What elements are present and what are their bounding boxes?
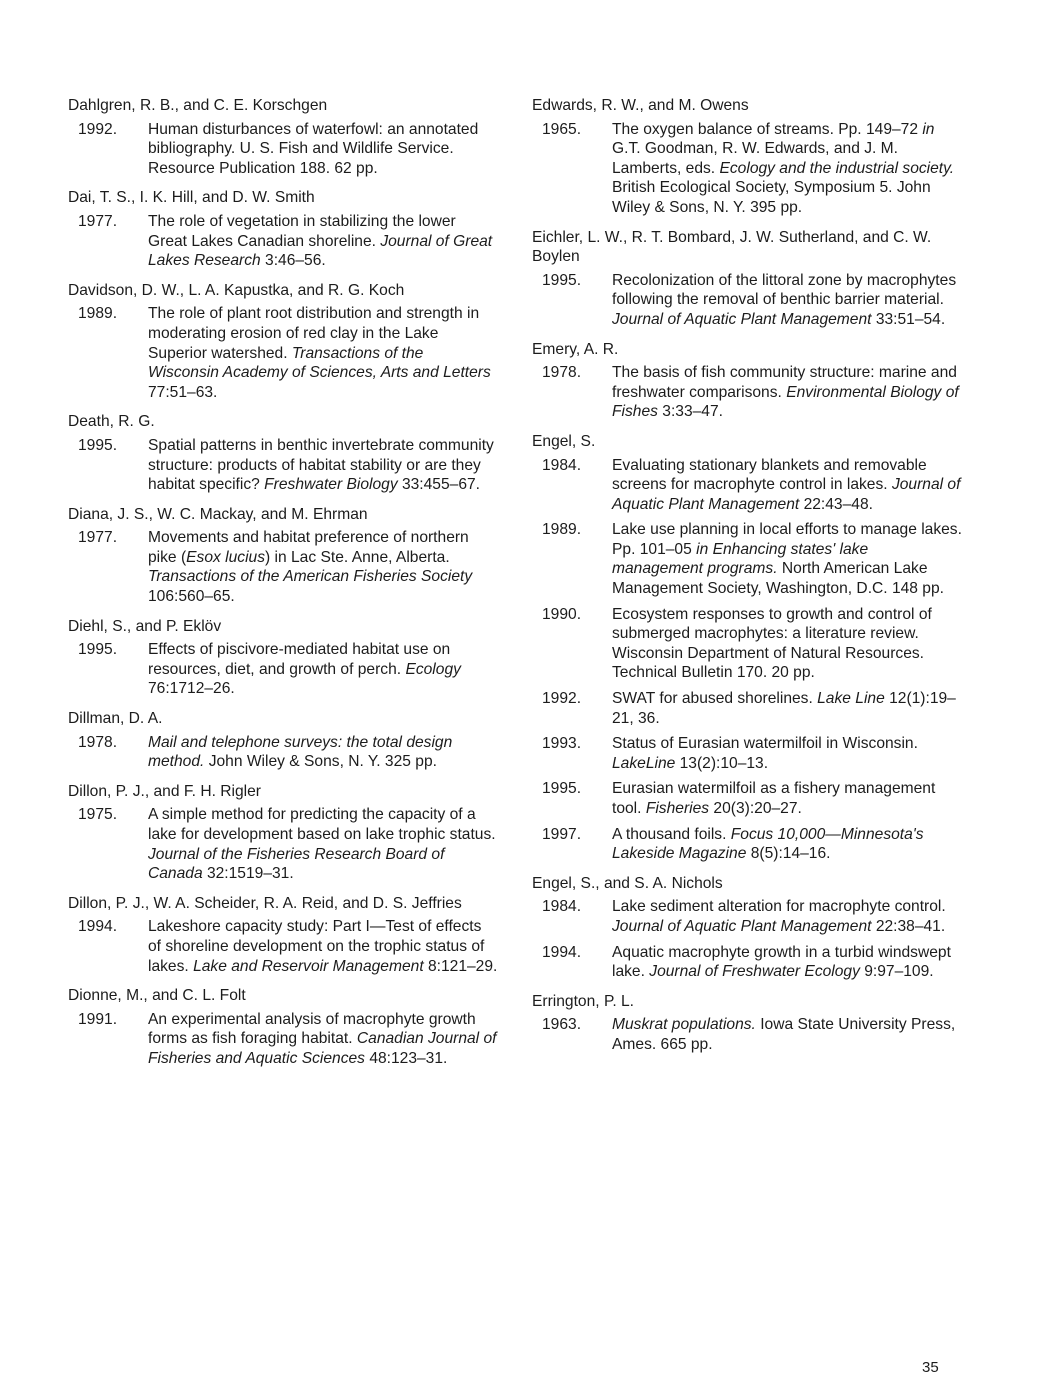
reference-year: 1994.	[78, 918, 118, 936]
reference-author: Dahlgren, R. B., and C. E. Korschgen	[68, 97, 328, 114]
reference-text-segment: 48:123–31.	[364, 1049, 448, 1067]
reference-title-italic: Lake Line	[817, 690, 885, 708]
reference-entry	[68, 412, 498, 494]
reference-title-italic: Canadian Journal of Fisheries and Aquatic Sciences	[148, 1030, 497, 1067]
reference-title-italic: LakeLine	[612, 754, 676, 772]
reference-text-segment: Evaluating stationary blankets and removable screens for macrophyte control in lakes.	[612, 456, 927, 494]
reference-text	[148, 436, 498, 495]
reference-item	[532, 943, 962, 982]
reference-title-italic: Freshwater Biology	[264, 476, 398, 494]
reference-text-segment: Iowa State University Press, Ames. 665 pp.	[612, 1016, 956, 1053]
reference-text-segment: Lake use planning in local efforts to manage lakes. Pp. 101–05	[612, 521, 962, 558]
reference-text	[148, 917, 498, 976]
reference-text-segment: Spatial patterns in benthic invertebrate community structure: products of habitat stability or are they habitat specific?	[148, 436, 494, 494]
reference-text-segment: Ecosystem responses to growth and control of submerged macrophytes: a literature review. Wisconsin Department of Natural Resources. Technical Bulletin 170. 20 pp.	[612, 605, 932, 682]
reference-text-segment: 77:51–63.	[148, 383, 218, 401]
reference-entry	[68, 505, 498, 607]
reference-item	[532, 897, 962, 936]
reference-text-segment: 22:38–41.	[871, 917, 946, 935]
reference-text	[612, 943, 962, 982]
reference-year: 1993.	[542, 735, 582, 753]
reference-text	[612, 734, 962, 773]
reference-text	[612, 897, 962, 936]
reference-item	[68, 436, 498, 495]
reference-text-segment: North American Lake Management Society, Washington, D.C. 148 pp.	[612, 560, 944, 598]
reference-entry	[532, 340, 962, 422]
reference-text-segment: ) in Lac Ste. Anne, Alberta.	[265, 548, 450, 566]
reference-text-segment: The role of plant root distribution and strength in moderating erosion of red clay in the Lake Superior watershed.	[148, 305, 480, 362]
reference-entry	[532, 874, 962, 982]
reference-entry	[532, 992, 962, 1055]
reference-item	[68, 212, 498, 271]
reference-text-segment: Human disturbances of waterfowl: an annotated bibliography. U. S. Fish and Wildlife Service. Resource Publication 188. 62 pp.	[148, 120, 479, 177]
reference-author: Errington, P. L.	[532, 992, 634, 1010]
reference-text	[612, 605, 962, 683]
reference-text-segment: British Ecological Society, Symposium 5. John Wiley & Sons, N. Y. 395 pp.	[612, 179, 931, 216]
reference-title-italic: Ecology	[405, 660, 461, 678]
reference-text	[612, 520, 962, 598]
reference-title-italic: Journal of Great Lakes Research	[148, 232, 493, 270]
reference-text	[148, 212, 498, 271]
reference-entry	[68, 986, 498, 1068]
reference-text-segment: G.T. Goodman, R. W. Edwards, and J. M. Lamberts, eds.	[612, 140, 898, 177]
reference-entry	[532, 96, 962, 218]
reference-text-segment: 12(1):19–21, 36.	[612, 690, 956, 727]
reference-year: 1963.	[542, 1016, 582, 1034]
reference-item	[532, 605, 962, 683]
reference-year: 1990.	[542, 605, 582, 623]
reference-text-segment: 3:33–47.	[657, 403, 723, 421]
reference-item	[68, 640, 498, 699]
reference-entry	[68, 96, 498, 178]
reference-title-italic: Lake and Reservoir Management	[193, 957, 424, 975]
reference-author: Diana, J. S., W. C. Mackay, and M. Ehrman	[68, 505, 368, 523]
reference-year: 1992.	[542, 690, 582, 708]
reference-title-italic: Journal of the Fisheries Research Board of Canada	[148, 845, 445, 883]
reference-item	[532, 779, 962, 818]
reference-entry	[532, 228, 962, 330]
reference-entry	[68, 188, 498, 270]
reference-author: Eichler, L. W., R. T. Bombard, J. W. Sutherland, and C. W. Boylen	[532, 228, 932, 266]
reference-author: Death, R. G.	[68, 413, 155, 431]
reference-author: Engel, S.	[532, 432, 596, 450]
reference-text-segment: 22:43–48.	[799, 495, 873, 513]
reference-title-italic: Environmental Biology of Fishes	[612, 383, 959, 421]
reference-item	[532, 1015, 962, 1054]
reference-text-segment: An experimental analysis of macrophyte growth forms as fish foraging habitat.	[148, 1010, 476, 1048]
reference-author: Diehl, S., and P. Eklöv	[68, 617, 222, 635]
reference-item	[532, 689, 962, 728]
reference-item	[532, 734, 962, 773]
reference-text-segment: Lake sediment alteration for macrophyte control.	[612, 898, 946, 916]
reference-year: 1965.	[542, 120, 582, 138]
reference-text-segment: A thousand foils.	[612, 825, 731, 843]
reference-text-segment: A simple method for predicting the capacity of a lake for development based on lake trophic status.	[148, 806, 496, 843]
reference-text-segment: John Wiley & Sons, N. Y. 325 pp.	[204, 753, 437, 771]
reference-author: Dionne, M., and C. L. Folt	[68, 987, 246, 1005]
reference-item	[68, 733, 498, 772]
reference-year: 1977.	[78, 529, 118, 547]
reference-text-segment: 13(2):10–13.	[675, 754, 769, 772]
reference-year: 1978.	[78, 733, 118, 751]
reference-text	[612, 363, 962, 422]
reference-year: 1975.	[78, 806, 118, 824]
reference-item	[532, 363, 962, 422]
reference-author: Edwards, R. W., and M. Owens	[532, 97, 749, 114]
reference-author: Davidson, D. W., L. A. Kapustka, and R. G. Koch	[68, 281, 405, 299]
reference-title-italic: Fisheries	[645, 800, 710, 817]
reference-item	[68, 805, 498, 883]
reference-item	[532, 456, 962, 515]
reference-year: 1994.	[542, 943, 582, 961]
reference-title-italic: Ecology and the industrial society.	[719, 159, 955, 177]
reference-text-segment: Recolonization of the littoral zone by macrophytes following the removal of benthic barrier material.	[612, 271, 957, 309]
reference-text-segment: 33:51–54.	[871, 310, 946, 328]
reference-year: 1989.	[542, 521, 582, 539]
reference-year: 1984.	[542, 456, 582, 474]
reference-text	[612, 825, 962, 864]
right-column	[532, 96, 962, 1065]
reference-item	[68, 304, 498, 402]
reference-item	[68, 120, 498, 179]
reference-text-segment: The role of vegetation in stabilizing the lower Great Lakes Canadian shoreline.	[148, 212, 456, 250]
reference-title-italic: Transactions of the American Fisheries Society	[148, 568, 473, 586]
reference-title-italic: Journal of Aquatic Plant Management	[612, 310, 872, 328]
reference-year: 1992.	[78, 120, 118, 138]
reference-item	[68, 1010, 498, 1069]
reference-title-italic: in Enhancing states' lake management programs.	[612, 540, 869, 578]
reference-text-segment: 8(5):14–16.	[746, 845, 831, 863]
reference-text-segment: 106:560–65.	[148, 588, 235, 606]
reference-text	[148, 1010, 498, 1069]
reference-author: Dillon, P. J., and F. H. Rigler	[68, 782, 261, 800]
reference-text-segment: SWAT for abused shorelines.	[612, 690, 818, 708]
reference-title-italic: Transactions of the Wisconsin Academy of Sciences, Arts and Letters	[148, 344, 491, 382]
reference-author: Dillman, D. A.	[68, 710, 163, 728]
reference-year: 1995.	[78, 641, 118, 659]
reference-text-segment: The basis of fish community structure: marine and freshwater comparisons.	[612, 364, 957, 401]
reference-text	[612, 779, 962, 818]
reference-text-segment: 20(3):20–27.	[709, 800, 802, 817]
reference-text-segment: The oxygen balance of streams. Pp. 149–72	[612, 120, 923, 138]
reference-text	[612, 120, 962, 218]
reference-year: 1978.	[542, 364, 582, 382]
reference-entry	[68, 894, 498, 976]
reference-text-segment: 33:455–67.	[397, 476, 481, 494]
reference-title-italic: Journal of Freshwater Ecology	[649, 963, 860, 981]
reference-item	[532, 120, 962, 218]
reference-text-segment: 76:1712–26.	[148, 680, 235, 698]
reference-text-segment: Lakeshore capacity study: Part I—Test of effects of shoreline development on the trophic status of lakes.	[148, 918, 485, 975]
reference-text	[612, 271, 962, 330]
reference-text-segment: Status of Eurasian watermilfoil in Wisconsin.	[612, 735, 918, 753]
reference-title-italic: Journal of Aquatic Plant Management	[612, 476, 961, 513]
reference-item	[68, 528, 498, 606]
reference-item	[532, 271, 962, 330]
reference-entry	[68, 709, 498, 772]
reference-title-italic: in	[922, 120, 935, 138]
reference-year: 1995.	[78, 436, 118, 454]
left-column	[68, 96, 498, 1079]
reference-text	[148, 528, 498, 606]
reference-year: 1977.	[78, 212, 118, 230]
reference-year: 1991.	[78, 1010, 118, 1028]
reference-title-italic: Esox lucius	[186, 548, 266, 566]
reference-text	[148, 120, 498, 179]
reference-title-italic: Muskrat populations.	[612, 1016, 756, 1034]
reference-item	[68, 917, 498, 976]
reference-title-italic: Mail and telephone surveys: the total design method.	[148, 733, 453, 771]
reference-item	[532, 520, 962, 598]
reference-year: 1997.	[542, 825, 582, 843]
reference-text-segment: 9:97–109.	[859, 963, 934, 981]
reference-text-segment: 32:1519–31.	[202, 865, 294, 883]
reference-text	[148, 805, 498, 883]
reference-entry	[68, 281, 498, 403]
reference-year: 1989.	[78, 305, 118, 323]
reference-text	[148, 304, 498, 402]
reference-text-segment: Aquatic macrophyte growth in a turbid windswept lake.	[612, 943, 951, 981]
reference-author: Engel, S., and S. A. Nichols	[532, 874, 723, 892]
reference-year: 1984.	[542, 898, 582, 916]
reference-entry	[532, 432, 962, 864]
reference-entry	[68, 782, 498, 884]
reference-author: Dillon, P. J., W. A. Scheider, R. A. Reid, and D. S. Jeffries	[68, 894, 462, 912]
reference-text	[612, 1015, 962, 1054]
reference-title-italic: Journal of Aquatic Plant Management	[612, 917, 872, 935]
reference-item	[532, 825, 962, 864]
reference-text	[612, 456, 962, 515]
reference-year: 1995.	[542, 780, 582, 798]
reference-text	[612, 689, 962, 728]
reference-author: Dai, T. S., I. K. Hill, and D. W. Smith	[68, 189, 315, 207]
reference-text-segment: Effects of piscivore-mediated habitat use on resources, diet, and growth of perch.	[148, 641, 451, 678]
reference-text	[148, 640, 498, 699]
reference-title-italic: Focus 10,000—Minnesota's Lakeside Magazine	[612, 825, 924, 863]
reference-year: 1995.	[542, 271, 582, 289]
reference-text-segment: 8:121–29.	[423, 957, 498, 975]
reference-entry	[68, 617, 498, 699]
reference-text-segment: Eurasian watermilfoil as a fishery management tool.	[612, 780, 936, 817]
reference-text-segment: Movements and habitat preference of northern pike (	[148, 529, 469, 566]
page-number: 35	[922, 1359, 939, 1376]
reference-author: Emery, A. R.	[532, 340, 619, 358]
reference-text-segment: 3:46–56.	[260, 252, 326, 270]
reference-text	[148, 733, 498, 772]
